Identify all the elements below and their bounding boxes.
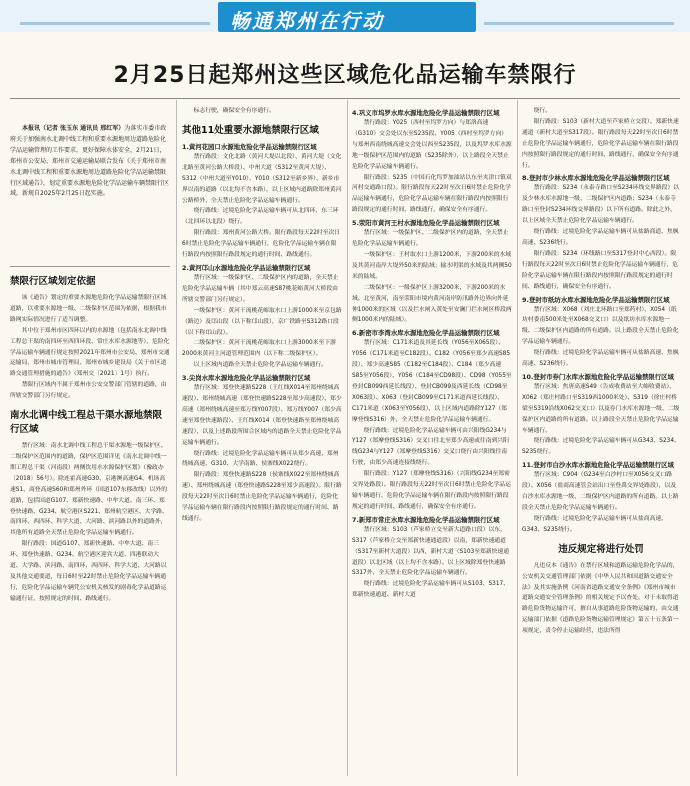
paragraph: 禁行区域：X068（刘庄北环路口至郑药村）、X054（纸坊村委南500米处至X068交叉口）以及纸坊水库水源地一级、二级保护区内道路的所有道路。以上路段全天禁止危险化学品运输车辆通行。 xyxy=(522,306,679,346)
subsection-title: 11.登封市白沙水库水源地危险化学品运输禁限行区域 xyxy=(522,461,674,470)
paragraph: 凡违反本《通告》在禁行区域和道路运输危险化学品的，公安机关交通管理部门依据《中华人民共和国道路交通安全法》及其实施条例《河南省道路交通安全条例》《郑州市城市道路交通安全管理条例》的相关规定予以查处。对于未取得道路危险货物运输许可，擅自从事道路危险货物运输的，由交通运输部门依据《道路危险货物运输管理规定》第五十五条第一项规定，责令停止运输经营，违法所得 xyxy=(522,562,679,635)
section-heading-basis: 禁限行区域划定依据 xyxy=(10,276,96,287)
subsection-title: 1.黄河花园口水源地危险化学品运输禁限行区域 xyxy=(182,142,317,151)
paragraph: 绕行路线：过境危险化学品运输车辆可从郑少高速、郑州绕城高速、G310、大学南路、侯寨线X022绕行。 xyxy=(182,450,339,468)
subsection-title: 10.登封市券门水库水源地危险化学品运输禁限行区域 xyxy=(522,372,674,381)
paragraph: 限行路段：S234（环线路口至S317登封中心西段）。限行路段每天22时至次日6时禁止危险化学品运输车辆通行，危险化学品运输车辆在限行路段内按照限行路段规定的通行时间、路线通行，确保安全有序通行。 xyxy=(522,250,678,290)
paragraph: 禁行路段：文化北路（黄河大堤以北段）、黄河大堤（文化北路至黄河公路大桥段）、中州大道（S312至黄河大堤）、S312（中州大道至Y010）、Y010（S312至新乡界）、新乡市界以南的道路（以北均不含本路），以上区域内道路除郑州黄河公路桥外，全天禁止危险化学品运输车辆通行。 xyxy=(182,153,342,204)
lead-divider xyxy=(10,266,170,267)
paragraph: 绕行路线：过境危险化学品运输车辆可从盐路高速、焦枫高速、S236绕行。 xyxy=(522,350,679,368)
paragraph: 绕行路线：过境危险化学品运输车辆可从北四环、东三环（北四环以北段）绕行。 xyxy=(182,208,339,226)
column-banner xyxy=(0,0,690,40)
banner-title: 畅通郑州在行动 xyxy=(230,9,384,33)
paragraph: 该《通告》划定的重要水源地危险化学品运输禁限行区域道路，以重要水源地一级、二级保护区范围为依据，根据我市路网实际情况进行了适当调整。 xyxy=(10,295,167,323)
paragraph: 绕行路线：过境危险化学品运输车辆可从盐路商道、焦枫高速、S236绕行。 xyxy=(522,229,679,246)
column-4 xyxy=(522,106,680,778)
section-heading-canal: 南水北调中线工程总干渠水源地禁限行区域 xyxy=(10,410,163,436)
paragraph: 一级保护区：黄河干流桃花峪取水口上游1000米至京包路（路边）及邙山段（以下称邙山段），京广铁路至S312路口段（以下称邙山段）。 xyxy=(182,307,342,336)
paragraph: 以上区域内道路全天禁止危险化学品运输车辆通行。 xyxy=(193,362,327,369)
paragraph: 禁行区域：S103（芦家桥立交至新大道路口段）以东，S317（芦家桥立交至郑新快速通道段）以南，郑新快速通道（S317至新村大道段）以西，新村大道（S103至郑新快速通道段）以北区域（以上均不含本路）。以上区域除郑登快速路S317外，全天禁止危险化学品运输车辆通行。 xyxy=(352,526,510,577)
lead-text: 为落实市委市政府关于加强南水北调中线工程和重要水源地周边道路危险化学品运输管理的工作要求，更好保障水体安全，2月21日，郑州市公安局、郑州市交通运输局联合发布《关于郑州市南水北调中线工程和重要水源地周边道路危险化学品运输禁限行区域通告》，划定重要水源地危险化学品运输车辆禁限行区域，新规自2025年2月25日起实施。 xyxy=(10,125,170,198)
paragraph: 限行路段：S103（新村大道至芦家桥立交段）、郑新快速通道（新村大道至S317段）。限行路段每天22时至次日6时禁止危险化学品运输车辆通行，危险化学品运输车辆在限行路段内按照限行路段规定的通行时间、路线通行，确保安全有序通行。 xyxy=(522,118,679,169)
lead-paragraph xyxy=(10,124,170,262)
paragraph: 禁行区域：焦唐高速S49（告成收费站至大峪收费站）、X062（郑庄村路口至S319西1000米处）、S319（徐庄村桥梁至S319沿线X062交叉口）以及券门水库水源地一级、二级保护区内道路的所有道路。以上路段全天禁止危险化学品运输车辆通行。 xyxy=(522,383,680,434)
paragraph: 禁行区域：郑登快速路S228（王红线X014至郑州绕城高速段）、郑州绕城高速（郑登快速路S228至郑少高速段）、郑少高速（郑州绕城高速至郑万线Y007段）、郑万线Y007（郑少高速至郑登快速路段）、王红线X014（郑登快速路至郑州绕城高速段），以及上述路段所围合区域内的道路全天禁止危险化学品运输车辆通行。 xyxy=(182,385,342,446)
paragraph: 二级保护区：一级保护区上游3200米，下游200米的水域。北至黄河，南至荥阳市境内黄河南岸防汛路外边界向外延伸1000米的区域（以及拦水闸入黄处至安澜门拦水闸区桥段两侧1000米内的陆域）。 xyxy=(352,284,512,324)
column-divider xyxy=(347,100,348,776)
paragraph: 绕行路线：过境危险化学品运输车辆可从S103、S317、郑新快速通道、新村大道 xyxy=(352,581,510,599)
paragraph: 禁行路段：Y025（西村至坞罗方向）与郑洛高速（G310）交会处以东至S235段、Y005（西村至坞罗方向）与郑州西南绕城高速交会处以西至S235段，以及坞罗水库水源地一级保护区范围内的道路（S235除外），以上路段全天禁止危险化学品运输车辆通行。 xyxy=(352,120,512,170)
column-2 xyxy=(182,106,342,778)
subsection-title: 9.登封市纸坊水库水源地危险化学品运输禁限行区域 xyxy=(522,295,670,304)
paragraph: 标志行驶，确保安全有序通行。 xyxy=(193,108,275,114)
section-heading-other: 其他11处重要水源地禁限行区域 xyxy=(182,124,319,136)
column-3 xyxy=(352,106,512,778)
subsection-title: 2.黄河邙山水源地危险化学品运输禁限行区域 xyxy=(182,263,311,272)
paragraph: 绕行。 xyxy=(533,108,551,114)
page-headline: 2月25日起郑州这些区域危化品运输车禁限行 xyxy=(113,63,577,88)
paragraph: 限行路段：郑登快速路S228（侯寨线X022至郑州绕城高速）、郑州绕城高速（郑登快速路S228至郑少高速段）。限行路段每天22时至次日6时禁止危险化学品运输车辆通行，危险化学品运输车辆在限行路段内按照限行路段规定的通行时间、路线通行。 xyxy=(182,472,342,522)
subsection-title: 7.新郑市常庄水库水源地危险化学品运输禁限行区域 xyxy=(352,515,500,524)
paragraph: 限行路段：Y127（郑摩登线S316）（兴阳线G234至郑密交界处路段）。限行路段每天22时至次日6时禁止危险化学品运输车辆通行，危险化学品运输车辆在限行路段内按照限行路段规定的通行时间、路线通行，确保安全有序通行。 xyxy=(352,471,511,510)
column-divider xyxy=(517,100,518,776)
paragraph: 禁行区域：C171米道及其延长线（Y056至X065段）、Y056（C171米道至C182段）、C182（Y056至郑少高速S85段）、郑少高速S85（C182至C184段）、C184（郑少高速S85至Y056段）、Y056（C184至CD98段）、CD98（Y055至登封CB099西延长线段）、登封CB099及西延长线（CD98至X063段）、X063（登封CB099至C171米道西延长线段）、C171米道（X063至Y056段），以上区域内道路除Y127（郑摩登线S316）外，全天禁止危险化学品运输车辆通行。 xyxy=(352,340,512,423)
paragraph: 绕行路线：过境危险化学品运输车辆可由兴阳线G234与Y127（郑摩登线S316）交叉口往北至郑少高速或往南到兴阳线G234与Y127（郑摩登线S316）交叉口绕行由兴阳线往南行驶，由郑少高速连接线绕行。 xyxy=(352,427,509,467)
paragraph: 限行路段：郑州黄河公路大桥。限行路段每天22时至次日6时禁止危险化学品运输车辆通行，危险化学品运输车辆在限行路段内按照限行路段规定的通行时间、路线通行。 xyxy=(182,230,341,259)
paragraph: 禁行路段：S234（永泰寺路口至S234环线交界路段）以及少林水库水源地一级、二级保护区内道路；S234（永泰寺路口至登封S234环线交界路段）以下所有道路。除此之外，以上区域全天禁止危险化学品运输车辆通行。 xyxy=(522,185,680,225)
subsection-title: 8.登封市少林水库水源地危险化学品运输禁限行区域 xyxy=(522,174,670,183)
paragraph: 其中位于郑州市区四环以内的水源地（包括南水北调中线工程总干渠的南四环至西四环段、常庄水库水源地等），危险化学品运输车辆通行规定按照2021年郑州市公安局、郑州市交通运输局、郑州市城市管理局、郑州市城乡建设局《关于市区道路交通管理措施的通告》（郑州交〔2021〕1号）执行。 xyxy=(10,327,170,378)
banner-stripe-right xyxy=(484,22,674,25)
paragraph: 禁行区域：南水北调中线工程总干渠水源地一级保护区、二级保护区范围内的道路，保护区范围详见《南水北调中线一期工程总干渠（河南段）两侧饮用水水源保护区划》（豫政办〔2018〕56号）。除连霍高速G30、京港澳高速G4、机场高速S1、商登高速S60和郑州外环（国道107东移改线）以外的道路，包括国道G107、郑新快速路、中牟大道、南三环、郑登快速路、G234、航空港区S221、郑州航空港区、大学路、南四环、西四环、科学大道、大河路、滨河路以外的道路外，其他所有道路全天禁止危险化学品运输车辆通行。 xyxy=(10,443,168,537)
lead-byline: 本报讯（记者 张玉东 通讯员 邢红军） xyxy=(22,125,125,132)
paragraph: 禁行区域：一级保护区、二级保护区内的道路，全天禁止危险化学品运输车辆（其中郑云高速S87桃花峪黄河大桥段由所辖交警部门另行规定）。 xyxy=(182,274,339,303)
paragraph: 禁行区域：C904（G234至白沙村口至X056交叉口路段）、X056（盐商高速管会站出口至登禹交界处路段），以及白沙水库水源地一级、二级保护区内道路的所有道路。以上路段全天禁止危险化学品运输车辆通行。 xyxy=(522,472,679,511)
subsection-title: 4.巩义市坞罗水库水源地危险化学品运输禁限行区域 xyxy=(352,109,500,117)
paragraph: 禁行区域：一级保护区、二级保护区内的道路，全天禁止危险化学品运输车辆通行。 xyxy=(352,230,509,248)
paragraph: 限行路段：S235（中国石化坞罗加油站以东至夹津口镇双河村交通路口段）。限行路段每天22时至次日6时禁止危险化学品运输车辆通行，危险化学品运输车辆在限行路段内按照限行路段规定的通行时间、路线通行，确保安全有序通行。 xyxy=(352,174,512,214)
paragraph: 二级保护区：黄河干流桃花峪取水口上游3000米至下游2000米黄河主河道管理范围内（以下称二级保护区）。 xyxy=(182,340,336,358)
banner-stripe-left xyxy=(20,22,210,25)
subsection-title: 5.荥阳市黄河王村水源地危险化学品运输禁限行区域 xyxy=(352,219,500,228)
subsection-title: 6.新密市李湾水库水源地危险化学品运输禁限行区域 xyxy=(352,329,500,338)
subsection-title: 3.尖岗水库水源地危险化学品运输禁限行区域 xyxy=(182,374,311,383)
paragraph: 禁限行区域内不属于郑州市公安交警部门管辖的道路，由所辖交警部门另行规定。 xyxy=(10,382,167,400)
paragraph: 限行路段：国道G107、郑新快速路、中牟大道、南三环、郑登快速路、G234、航空港区迎宾大道、四港联动大道、大学路、滨河路、南四环、西四环、科学大道、大河路以及其他交通要道，每日6时至22时禁止危险化学品运输车辆通行，危险化学品运输车辆凭公安机关核发的剧毒化学品道路运输通行证，按照规定的时间、路线通行。 xyxy=(10,541,167,602)
section-heading-penalty: 违反规定将进行处罚 xyxy=(558,543,644,555)
headline-divider xyxy=(10,98,680,99)
column-1 xyxy=(10,268,170,778)
column-divider xyxy=(176,100,177,776)
paragraph: 绕行路线：过境危险化学品运输车辆可从盐商高速、G343、S235绕行。 xyxy=(522,515,667,533)
paragraph: 绕行路线：过境危险化学品运输车辆可从G343、S234、S235绕行。 xyxy=(522,438,680,456)
paragraph: 一级保护区：王村取水口上游1200米，下游200米的水域及其黄河南岸大堤外50米的陆域；输水明渠的水域及其两侧50米的陆域。 xyxy=(352,251,512,280)
